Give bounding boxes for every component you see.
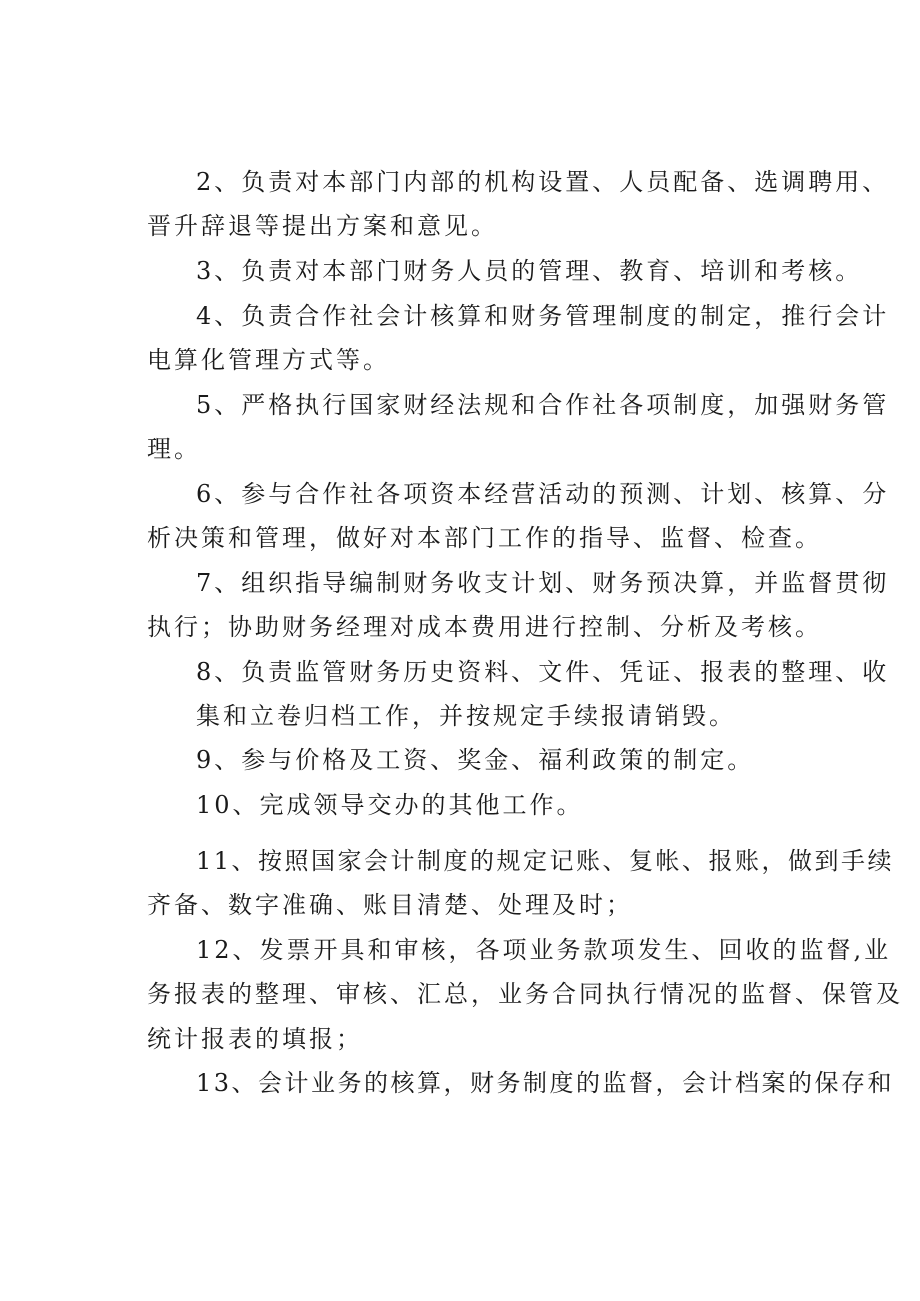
- para-12-line-3: 统计报表的填报；: [147, 1025, 363, 1053]
- para-2-line-1: 2、负责对本部门内部的机构设置、人员配备、选调聘用、: [196, 168, 890, 196]
- para-11-line-2: 齐备、数字准确、账目清楚、处理及时；: [147, 891, 633, 919]
- para-7-line-1: 7、组织指导编制财务收支计划、财务预决算，并监督贯彻: [196, 569, 890, 597]
- para-2-line-2: 晋升辞退等提出方案和意见。: [147, 212, 498, 240]
- para-10-line-1: 10、完成领导交办的其他工作。: [196, 791, 584, 819]
- para-4-line-1: 4、负责合作社会计核算和财务管理制度的制定，推行会计: [196, 302, 890, 330]
- para-5-line-1: 5、严格执行国家财经法规和合作社各项制度，加强财务管: [196, 391, 890, 419]
- para-4-line-2: 电算化管理方式等。: [147, 346, 390, 374]
- para-12-line-1: 12、发票开具和审核，各项业务款项发生、回收的监督,业: [196, 936, 892, 964]
- para-12-line-2: 务报表的整理、审核、汇总，业务合同执行情况的监督、保管及: [147, 980, 903, 1008]
- para-5-line-2: 理。: [147, 435, 201, 463]
- para-6-line-2: 析决策和管理，做好对本部门工作的指导、监督、检查。: [147, 524, 822, 552]
- para-8-line-1: 8、负责监管财务历史资料、文件、凭证、报表的整理、收: [196, 658, 890, 686]
- para-13-line-1: 13、会计业务的核算，财务制度的监督，会计档案的保存和: [196, 1069, 895, 1097]
- para-8-line-2: 集和立卷归档工作，并按规定手续报请销毁。: [196, 702, 736, 730]
- para-9-line-1: 9、参与价格及工资、奖金、福利政策的制定。: [196, 746, 755, 774]
- para-7-line-2: 执行；协助财务经理对成本费用进行控制、分析及考核。: [147, 613, 822, 641]
- para-6-line-1: 6、参与合作社各项资本经营活动的预测、计划、核算、分: [196, 480, 890, 508]
- para-3-line-1: 3、负责对本部门财务人员的管理、教育、培训和考核。: [196, 257, 863, 285]
- para-11-line-1: 11、按照国家会计制度的规定记账、复帐、报账，做到手续: [196, 847, 895, 875]
